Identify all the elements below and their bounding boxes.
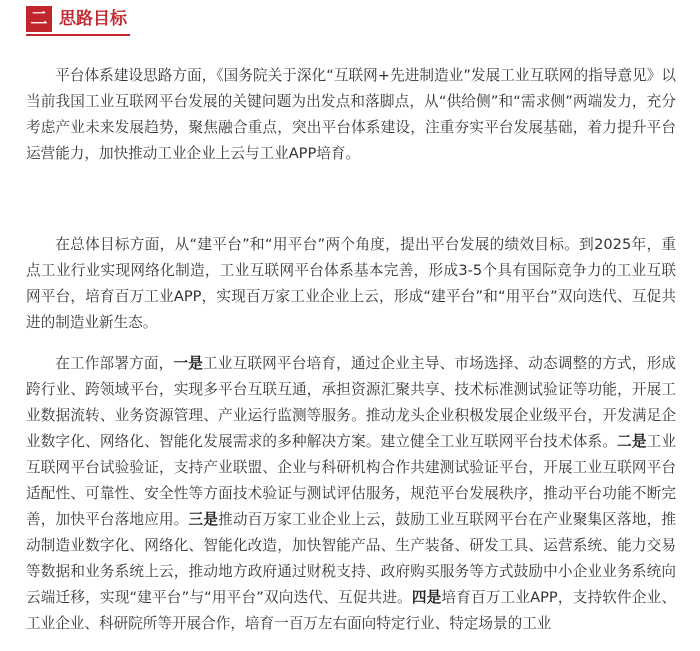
- text-segment: 培育百万工业APP，支持软件企业、工业企业、科研院所等开展合作，培育一百万左右面向特定行业、特定场景的工业: [26, 589, 676, 632]
- text-segment: 工业互联网平台培育，通过企业主导、市场选择、动态调整的方式，形成跨行业、跨领域平台，实现多平台互联互通，承担资源汇聚共享、技术标准测试验证等功能，开展工业数据流转、业务资源管理、产业运行监测等服务。推动龙头企业积极发展企业级平台，开发满足企业数字化、网络化、智能化发展需求的多种解决方案。建立健全工业互联网平台技术体系。: [26, 355, 676, 450]
- section-underline: [26, 34, 130, 36]
- paragraph-work-deployment: [26, 351, 676, 637]
- text-segment: 工业互联网平台试验验证，支持产业联盟、企业与科研机构合作共建测试验证平台，开展工业互联网平台适配性、可靠性、安全性等方面技术验证与测试评估服务，规范平台发展秩序，推动平台功能不断完善，加快平台落地应用。: [26, 433, 676, 528]
- text-segment: 在工作部署方面，: [55, 355, 174, 372]
- section-number-badge: 二: [26, 6, 52, 32]
- emphasis-fourth: 四是: [411, 589, 442, 606]
- section-title: 思路目标: [59, 9, 127, 29]
- emphasis-second: 二是: [617, 433, 647, 450]
- paragraph-platform-system: 平台体系建设思路方面，《国务院关于深化“互联网+先进制造业”发展工业互联网的指导意见》以当前我国工业互联网平台发展的关键问题为出发点和落脚点，从“供给侧”和“需求侧”两端发力，充分考虑产业未来发展趋势，聚焦融合重点，突出平台体系建设，注重夯实平台发展基础，着力提升平台运营能力，加快推动工业企业上云与工业APP培育。: [26, 67, 676, 162]
- paragraph-overall-goals: 在总体目标方面，从“建平台”和“用平台”两个角度，提出平台发展的绩效目标。到2025年，重点工业行业实现网络化制造，工业互联网平台体系基本完善，形成3-5个具有国际竞争力的工业互联网平台，培育百万工业APP，实现百万家工业企业上云，形成“建平台”和“用平台”双向迭代、互促共进的制造业新生态。: [26, 236, 676, 331]
- emphasis-first: 一是: [173, 355, 204, 372]
- text-segment: 推动百万家工业企业上云，鼓励工业互联网平台在产业聚集区落地，推动制造业数字化、网络化、智能化改造，加快智能产品、生产装备、研发工具、运营系统、能力交易等数据和业务系统上云，推动地方政府通过财税支持、政府购买服务等方式鼓励中小企业业务系统向云端迁移，实现“建平台”与“用平台”双向迭代、互促共进。: [26, 511, 676, 606]
- emphasis-third: 三是: [188, 511, 219, 528]
